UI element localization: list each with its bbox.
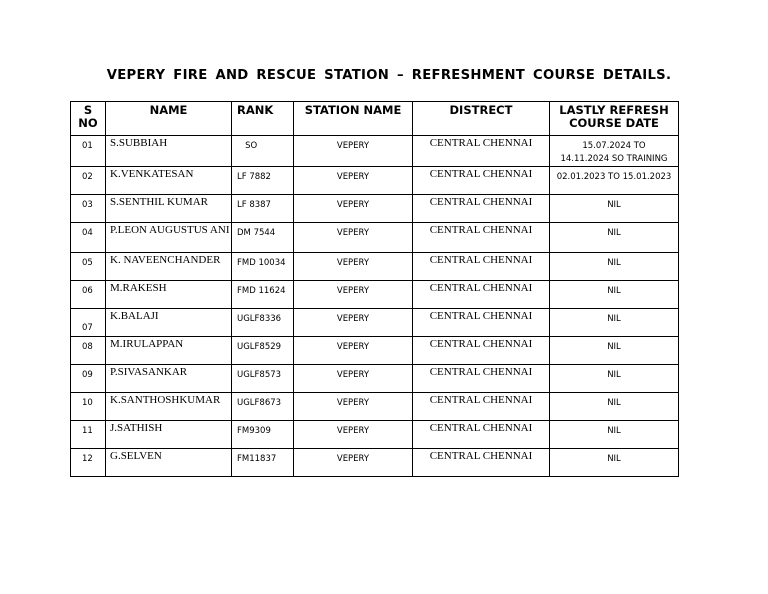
cell-sno: 10 (71, 393, 106, 421)
header-rank: RANK (232, 102, 294, 136)
cell-station: VEPERY (294, 167, 413, 195)
course-date-line1: NIL (607, 426, 621, 436)
cell-name: S.SENTHIL KUMAR (106, 195, 232, 223)
table-row (71, 449, 679, 477)
course-date-line1: NIL (607, 286, 621, 296)
course-date-line1: 15.07.2024 TO (582, 141, 646, 151)
cell-course-date (550, 223, 679, 253)
cell-course-date (550, 393, 679, 421)
page-title: VEPERY FIRE AND RESCUE STATION – REFRESHMENT COURSE DETAILS. (106, 68, 672, 83)
cell-name: M.IRULAPPAN (106, 337, 232, 365)
cell-station: VEPERY (294, 281, 413, 309)
header-district: DISTRECT (413, 102, 550, 136)
cell-course-date (550, 167, 679, 195)
cell-course-date (550, 195, 679, 223)
cell-station: VEPERY (294, 309, 413, 337)
cell-course-date (550, 281, 679, 309)
table-row (71, 253, 679, 281)
cell-sno: 07 (71, 309, 106, 337)
cell-name: S.SUBBIAH (106, 136, 232, 167)
cell-name: P.SIVASANKAR (106, 365, 232, 393)
cell-district: CENTRAL CHENNAI (413, 167, 550, 195)
cell-station: VEPERY (294, 195, 413, 223)
cell-district: CENTRAL CHENNAI (413, 421, 550, 449)
cell-station: VEPERY (294, 337, 413, 365)
cell-rank: LF 8387 (232, 195, 294, 223)
cell-district: CENTRAL CHENNAI (413, 337, 550, 365)
header-sno-line2: NO (78, 116, 98, 130)
header-sno (71, 102, 106, 136)
cell-sno: 05 (71, 253, 106, 281)
table-body (71, 136, 679, 477)
course-date-line1: NIL (607, 370, 621, 380)
header-sno-line1: S (83, 103, 93, 117)
cell-district: CENTRAL CHENNAI (413, 449, 550, 477)
cell-course-date (550, 136, 679, 167)
cell-course-date (550, 421, 679, 449)
cell-name: K.BALAJI (106, 309, 232, 337)
cell-course-date (550, 449, 679, 477)
cell-station: VEPERY (294, 449, 413, 477)
table-row (71, 281, 679, 309)
cell-district: CENTRAL CHENNAI (413, 136, 550, 167)
cell-district: CENTRAL CHENNAI (413, 393, 550, 421)
cell-sno: 04 (71, 223, 106, 253)
cell-rank: UGLF8336 (232, 309, 294, 337)
cell-station: VEPERY (294, 393, 413, 421)
table-row (71, 195, 679, 223)
cell-course-date (550, 309, 679, 337)
cell-station: VEPERY (294, 223, 413, 253)
cell-station: VEPERY (294, 421, 413, 449)
cell-sno: 06 (71, 281, 106, 309)
cell-rank: DM 7544 (232, 223, 294, 253)
cell-sno: 02 (71, 167, 106, 195)
cell-sno: 08 (71, 337, 106, 365)
course-date-line2: 14.11.2024 SO TRAINING (560, 154, 668, 164)
header-name: NAME (106, 102, 232, 136)
cell-name: G.SELVEN (106, 449, 232, 477)
cell-district: CENTRAL CHENNAI (413, 309, 550, 337)
cell-sno: 03 (71, 195, 106, 223)
cell-rank: FMD 10034 (232, 253, 294, 281)
cell-name: P.LEON AUGUSTUS ANI (106, 223, 232, 253)
course-date-line1: NIL (607, 314, 621, 324)
cell-district: CENTRAL CHENNAI (413, 365, 550, 393)
cell-rank: UGLF8673 (232, 393, 294, 421)
cell-district: CENTRAL CHENNAI (413, 223, 550, 253)
cell-rank: FM11837 (232, 449, 294, 477)
cell-name: K.VENKATESAN (106, 167, 232, 195)
cell-name: M.RAKESH (106, 281, 232, 309)
course-date-line1: 02.01.2023 TO 15.01.2023 (556, 172, 672, 182)
header-course-line2: COURSE DATE (569, 116, 659, 130)
course-date-line1: NIL (607, 342, 621, 352)
table-row (71, 421, 679, 449)
header-station: STATION NAME (294, 102, 413, 136)
cell-course-date (550, 337, 679, 365)
cell-district: CENTRAL CHENNAI (413, 253, 550, 281)
course-date-line1: NIL (607, 200, 621, 210)
course-date-line1: NIL (607, 258, 621, 268)
cell-name: J.SATHISH (106, 421, 232, 449)
table-row (71, 309, 679, 337)
header-course-date (550, 102, 679, 136)
cell-name: K. NAVEENCHANDER (106, 253, 232, 281)
cell-sno: 09 (71, 365, 106, 393)
table-row (71, 393, 679, 421)
table-row (71, 167, 679, 195)
cell-station: VEPERY (294, 136, 413, 167)
header-course-line1: LASTLY REFRESH (559, 103, 669, 117)
cell-rank: LF 7882 (232, 167, 294, 195)
cell-rank: FM9309 (232, 421, 294, 449)
course-date-line1: NIL (607, 398, 621, 408)
cell-rank: UGLF8573 (232, 365, 294, 393)
cell-sno: 12 (71, 449, 106, 477)
table-row (71, 337, 679, 365)
cell-name: K.SANTHOSHKUMAR (106, 393, 232, 421)
table-row (71, 136, 679, 167)
cell-rank: SO (232, 136, 294, 167)
cell-course-date (550, 365, 679, 393)
cell-rank: UGLF8529 (232, 337, 294, 365)
cell-course-date (550, 253, 679, 281)
table-header-row (71, 102, 679, 136)
course-details-table (70, 101, 679, 477)
cell-district: CENTRAL CHENNAI (413, 195, 550, 223)
table-row (71, 223, 679, 253)
cell-sno: 01 (71, 136, 106, 167)
course-date-line1: NIL (607, 454, 621, 464)
cell-district: CENTRAL CHENNAI (413, 281, 550, 309)
cell-sno: 11 (71, 421, 106, 449)
table-row (71, 365, 679, 393)
cell-station: VEPERY (294, 365, 413, 393)
course-date-line1: NIL (607, 228, 621, 238)
cell-rank: FMD 11624 (232, 281, 294, 309)
cell-station: VEPERY (294, 253, 413, 281)
